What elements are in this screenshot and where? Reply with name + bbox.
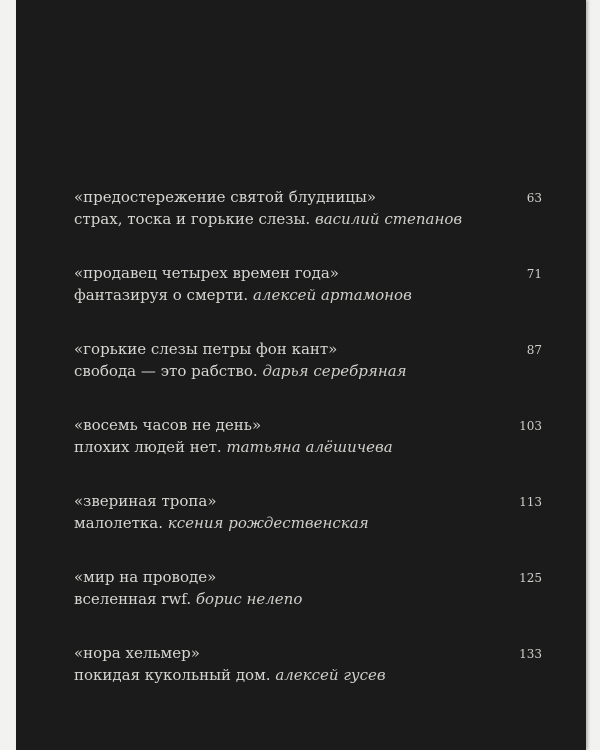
toc-entry — [74, 338, 544, 414]
essay-title: плохих людей нет. — [74, 438, 222, 456]
table-of-contents — [74, 186, 544, 718]
essay-author: татьяна алёшичева — [226, 438, 393, 456]
page-number: 103 — [519, 419, 542, 433]
page-number: 113 — [519, 495, 542, 509]
film-title: «нора хельмер» — [74, 644, 200, 662]
film-title: «мир на проводе» — [74, 568, 217, 586]
toc-entry — [74, 490, 544, 566]
toc-entry — [74, 642, 544, 718]
film-title: «продавец четырех времен года» — [74, 264, 339, 282]
essay-author: борис нелепо — [195, 590, 303, 608]
essay-title: свобода — это рабство. — [74, 362, 258, 380]
film-title: «восемь часов не день» — [74, 416, 262, 434]
film-title: «горькие слезы петры фон кант» — [74, 340, 338, 358]
essay-title: страх, тоска и горькие слезы. — [74, 210, 311, 228]
film-title: «звериная тропа» — [74, 492, 217, 510]
page-number: 133 — [519, 647, 542, 661]
essay-line — [74, 208, 544, 230]
toc-entry — [74, 186, 544, 262]
essay-title: покидая кукольный дом. — [74, 666, 271, 684]
page-number: 87 — [526, 343, 542, 357]
page-number: 71 — [526, 267, 542, 281]
essay-line — [74, 512, 544, 534]
essay-title: малолетка. — [74, 514, 163, 532]
essay-line — [74, 360, 544, 382]
book-page — [16, 0, 586, 750]
toc-entry — [74, 262, 544, 338]
essay-line — [74, 436, 544, 458]
essay-line — [74, 588, 544, 610]
essay-author: дарья серебряная — [262, 362, 407, 380]
essay-line — [74, 284, 544, 306]
toc-entry — [74, 414, 544, 490]
essay-author: василий степанов — [314, 210, 463, 228]
page-number: 63 — [526, 191, 542, 205]
page-number: 125 — [519, 571, 542, 585]
essay-title: вселенная rwf. — [74, 590, 192, 608]
essay-author: алексей гусев — [275, 666, 386, 684]
film-title: «предостережение святой блудницы» — [74, 188, 377, 206]
essay-title: фантазируя о смерти. — [74, 286, 249, 304]
essay-line — [74, 664, 544, 686]
toc-entry — [74, 566, 544, 642]
essay-author: ксения рождественская — [167, 514, 369, 532]
essay-author: алексей артамонов — [252, 286, 412, 304]
